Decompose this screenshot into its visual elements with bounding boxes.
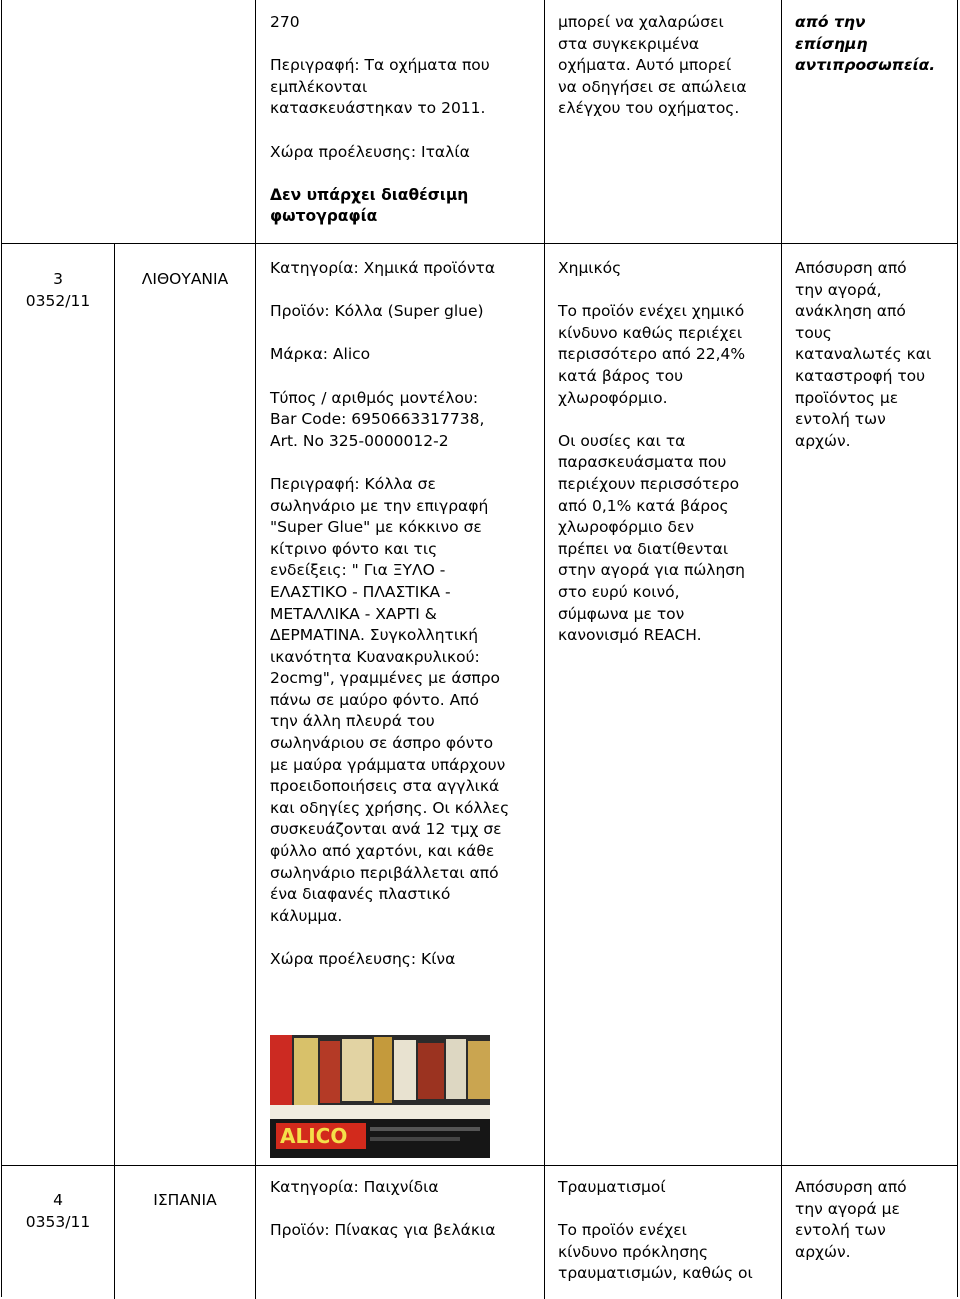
text-line: φύλλο από χαρτόνι, και κάθε bbox=[270, 842, 495, 861]
row4-code: 0353/11 bbox=[25, 1212, 91, 1231]
paragraph bbox=[558, 258, 780, 280]
text-line: Τραυματισμοί bbox=[558, 1178, 666, 1196]
paragraph bbox=[270, 1177, 542, 1199]
col-divider-2 bbox=[255, 243, 256, 1299]
text-line: κίνδυνο καθώς περιέχει bbox=[558, 323, 743, 342]
text-line: Προϊόν: Πίνακας για βελάκια bbox=[270, 1221, 496, 1240]
row3-risk-text bbox=[558, 258, 780, 647]
row3-country-cell bbox=[115, 269, 255, 291]
row3-measure-cell bbox=[795, 258, 957, 452]
paragraph bbox=[558, 301, 780, 409]
text-line: εντολή των bbox=[795, 1221, 886, 1240]
text-line: ενδείξεις: " Για ΞΥΛΟ - bbox=[270, 561, 446, 580]
paragraph-gap bbox=[270, 323, 542, 345]
text-line: από 0,1% κατά βάρος bbox=[558, 496, 729, 515]
text-line bbox=[270, 34, 540, 56]
text-line: Οι ουσίες και τα bbox=[558, 431, 686, 450]
paragraph-gap bbox=[270, 1199, 542, 1221]
col-divider-3 bbox=[544, 0, 545, 1299]
paragraph bbox=[558, 431, 780, 647]
text-line: Περιγραφή: Τα οχήματα που bbox=[270, 56, 490, 75]
text-line: την άλλη πλευρά του bbox=[270, 712, 435, 731]
text-line: σωληνάριο περιβάλλεται από bbox=[270, 863, 499, 882]
text-line: αρχών. bbox=[795, 431, 851, 450]
text-line: αρχών. bbox=[795, 1242, 851, 1261]
text-line: φωτογραφία bbox=[270, 207, 378, 226]
text-line: επίσημη bbox=[795, 34, 868, 53]
text-line: και οδηγίες χρήσης. Οι κόλλες bbox=[270, 798, 510, 817]
paragraph bbox=[270, 301, 542, 323]
col-divider-0 bbox=[255, 0, 256, 243]
row4-product-cell bbox=[270, 1177, 542, 1242]
paragraph-gap bbox=[270, 280, 542, 302]
text-line: τους bbox=[795, 323, 832, 342]
row4-measure-text bbox=[795, 1177, 957, 1263]
text-line: παρασκευάσματα που bbox=[558, 453, 727, 472]
row3-number: 3 bbox=[53, 270, 63, 288]
text-line: Bar Code: 6950663317738, bbox=[270, 410, 485, 429]
text-line: με μαύρα γράμματα υπάρχουν bbox=[270, 755, 506, 774]
paragraph bbox=[270, 474, 542, 927]
row4-product-text bbox=[270, 1177, 542, 1242]
text-line: στα συγκεκριμένα bbox=[558, 34, 700, 53]
text-line: Χώρα προέλευσης: Ιταλία bbox=[270, 142, 470, 161]
text-line: αντιπροσωπεία. bbox=[795, 56, 936, 75]
paragraph bbox=[558, 1220, 780, 1285]
text-line: την αγορά με bbox=[795, 1199, 900, 1218]
text-line: μπορεί να χαλαρώσει bbox=[558, 13, 724, 31]
row3-measure-text bbox=[795, 258, 957, 452]
text-line: περιέχουν περισσότερο bbox=[558, 474, 740, 493]
paragraph-gap bbox=[558, 280, 780, 302]
text-line: κανονισμό REACH. bbox=[558, 626, 702, 645]
paragraph bbox=[558, 1177, 780, 1199]
text-line: περισσότερο από 22,4% bbox=[558, 345, 746, 364]
text-line: κατασκευάστηκαν το 2011. bbox=[270, 99, 486, 118]
text-line: ικανότητα Κυανακρυλικού: bbox=[270, 647, 480, 666]
text-line: "Super Glue" με κόκκινο σε bbox=[270, 518, 482, 537]
row3-number-cell bbox=[2, 269, 114, 312]
row3-product-text bbox=[270, 258, 542, 971]
paragraph bbox=[270, 258, 542, 280]
paragraph-gap bbox=[270, 452, 542, 474]
text-line: ανάκληση από bbox=[795, 302, 906, 321]
text-line: Μάρκα: Alico bbox=[270, 345, 371, 364]
prev-risk-cell bbox=[558, 12, 778, 120]
col-divider-4 bbox=[781, 0, 782, 1299]
row4-measure-cell bbox=[795, 1177, 957, 1263]
no-photo-note bbox=[270, 185, 540, 228]
product-photo bbox=[270, 1035, 490, 1158]
text-line: Το προϊόν ενέχει χημικό bbox=[558, 302, 745, 321]
glue-package-image bbox=[270, 1035, 490, 1158]
text-line: ένα διαφανές πλαστικό bbox=[270, 885, 451, 904]
paragraph bbox=[270, 344, 542, 366]
text-line: καταστροφή του bbox=[795, 366, 926, 385]
text-line: να οδηγήσει σε απώλεια bbox=[558, 77, 747, 96]
text-line: 270 bbox=[270, 13, 300, 31]
text-line: σωληνάριο με την επιγραφή bbox=[270, 496, 489, 515]
text-line: Προϊόν: Κόλλα (Super glue) bbox=[270, 302, 484, 321]
text-line bbox=[270, 120, 540, 142]
row4-risk-cell bbox=[558, 1177, 780, 1285]
row4-number-cell bbox=[2, 1190, 114, 1233]
row4-number: 4 bbox=[53, 1191, 63, 1209]
text-line: εντολή των bbox=[795, 410, 886, 429]
text-line: κίνδυνο πρόκλησης bbox=[558, 1242, 709, 1261]
text-line: κάλυμμα. bbox=[270, 906, 343, 925]
text-line: Απόσυρση από bbox=[795, 1178, 907, 1196]
paragraph bbox=[270, 1220, 542, 1242]
text-line: Κατηγορία: Χημικά προϊόντα bbox=[270, 259, 496, 277]
prev-measure-text bbox=[795, 12, 955, 77]
text-line: προειδοποιήσεις στα αγγλικά bbox=[270, 777, 500, 796]
text-line: κατά βάρος του bbox=[558, 366, 684, 385]
text-line: ΔΕΡΜΑΤΙΝΑ. Συγκολλητική bbox=[270, 626, 479, 645]
col-divider-1 bbox=[114, 243, 115, 1299]
text-line: χλωροφόρμιο. bbox=[558, 388, 668, 407]
text-line: Περιγραφή: Κόλλα σε bbox=[270, 474, 436, 493]
photo-brand-text: ALICO bbox=[280, 1124, 348, 1148]
prev-description-cell bbox=[270, 12, 540, 228]
text-line: πρέπει να διατίθενται bbox=[558, 539, 729, 558]
paragraph-gap bbox=[270, 927, 542, 949]
text-line: ελέγχου του οχήματος. bbox=[558, 99, 740, 118]
text-line: Art. No 325-0000012-2 bbox=[270, 431, 449, 450]
row3-country: ΛΙΘΟΥΑΝΙΑ bbox=[141, 270, 229, 288]
row4-country-cell bbox=[115, 1190, 255, 1212]
row3-product-cell bbox=[270, 258, 542, 971]
text-line: Χώρα προέλευσης: Κίνα bbox=[270, 950, 456, 968]
row-divider-3 bbox=[1, 243, 958, 244]
paragraph bbox=[270, 949, 542, 971]
text-line: στο ευρύ κοινό, bbox=[558, 582, 680, 601]
row3-code: 0352/11 bbox=[25, 291, 91, 310]
text-line: σωληνάριου σε άσπρο φόντο bbox=[270, 734, 494, 753]
text-line: κίτρινο φόντο και τις bbox=[270, 539, 438, 558]
text-line: καταναλωτές και bbox=[795, 345, 932, 364]
text-line: χλωροφόρμιο δεν bbox=[558, 518, 695, 537]
text-line: Χημικός bbox=[558, 259, 622, 277]
prev-description-text bbox=[270, 12, 540, 163]
text-line: Δεν υπάρχει διαθέσιμη bbox=[270, 185, 469, 204]
text-line: τραυματισμών, καθώς οι bbox=[558, 1264, 753, 1283]
text-line: από την bbox=[795, 13, 866, 31]
text-line: σύμφωνα με τον bbox=[558, 604, 685, 623]
paragraph-gap bbox=[558, 409, 780, 431]
text-line: συσκευάζονται ανά 12 τμχ σε bbox=[270, 820, 502, 839]
text-line: εμπλέκονται bbox=[270, 77, 368, 96]
paragraph-gap bbox=[270, 366, 542, 388]
prev-measure-cell bbox=[795, 12, 955, 77]
text-line: 2ocmg", γραμμένες με άσπρο bbox=[270, 669, 501, 688]
text-line: Το προϊόν ενέχει bbox=[558, 1221, 687, 1240]
text-line: Τύπος / αριθμός μοντέλου: bbox=[270, 388, 479, 407]
row-divider-4 bbox=[1, 1165, 958, 1166]
text-line: την αγορά, bbox=[795, 280, 882, 299]
paragraph bbox=[270, 388, 542, 453]
text-line: προϊόντος με bbox=[795, 388, 899, 407]
row4-risk-text bbox=[558, 1177, 780, 1285]
text-line: Κατηγορία: Παιχνίδια bbox=[270, 1178, 439, 1196]
text-line: πάνω σε μαύρο φόντο. Από bbox=[270, 690, 479, 709]
text-line: ΜΕΤΑΛΛΙΚΑ - ΧΑΡΤΙ & bbox=[270, 604, 437, 623]
row3-risk-cell bbox=[558, 258, 780, 647]
text-line: στην αγορά για πώληση bbox=[558, 561, 745, 580]
row4-country: ΙΣΠΑΝΙΑ bbox=[153, 1191, 217, 1209]
paragraph-gap bbox=[558, 1199, 780, 1221]
text-line: οχήματα. Αυτό μπορεί bbox=[558, 56, 732, 75]
text-line: ΕΛΑΣΤΙΚΟ - ΠΛΑΣΤΙΚΑ - bbox=[270, 582, 451, 601]
prev-risk-text bbox=[558, 12, 778, 120]
text-line: Απόσυρση από bbox=[795, 259, 907, 277]
